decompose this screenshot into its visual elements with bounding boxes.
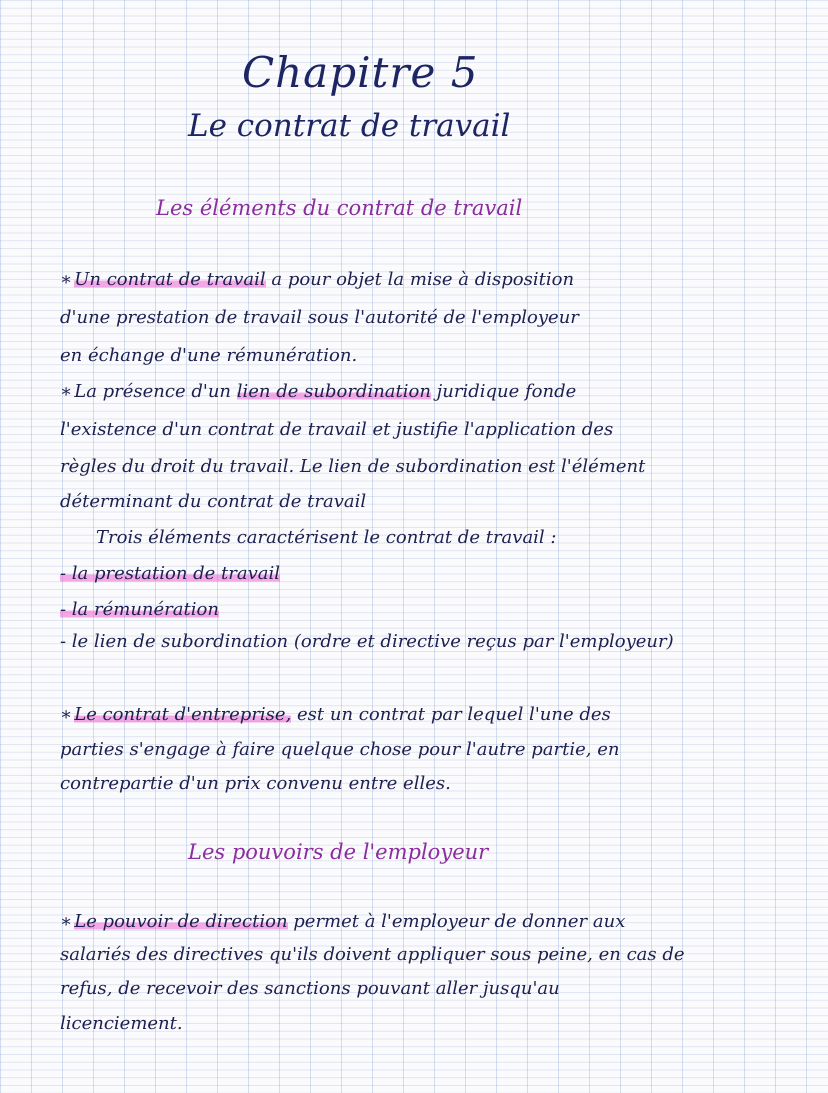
bullet-icon: ∗ [60,381,73,402]
list-item-text: - la prestation de travail [60,563,281,584]
text: juridique fonde [430,381,577,402]
list-item-text: - la rémunération [60,599,219,620]
bullet-icon: ∗ [60,911,73,932]
paragraph-2-line-2: l'existence d'un contrat de travail et justifie l'application des [60,419,614,440]
bullet-icon: ∗ [60,269,73,290]
text: a pour objet la mise à disposition [265,269,575,290]
list-item-text: - le lien de subordination (ordre et directive reçus par l'employeur) [60,631,674,652]
paragraph-5-line-1 [60,910,810,934]
paragraph-2-line-3: règles du droit du travail. Le lien de subordination est l'élément [60,456,646,477]
highlighted-term: Un contrat de travail [74,269,266,290]
highlighted-term: Le contrat d'entreprise, [74,704,292,725]
list-item [60,630,810,654]
section-title-powers: Les pouvoirs de l'employeur [188,840,489,864]
paragraph-4-line-1 [60,703,810,727]
list-item [60,598,810,622]
paragraph-1-line-1 [60,268,810,292]
paragraph-5-line-4: licenciement. [60,1013,183,1034]
paragraph-5-line-3: refus, de recevoir des sanctions pouvant aller jusqu'au [60,978,560,999]
section-title-elements: Les éléments du contrat de travail [156,196,523,220]
list-intro: Trois éléments caractérisent le contrat de travail : [96,527,557,548]
text: permet à l'employeur de donner aux [287,911,626,932]
highlighted-term: Le pouvoir de direction [74,911,288,932]
chapter-subtitle: Le contrat de travail [188,108,511,144]
chapter-title: Chapitre 5 [242,48,479,97]
paragraph-1-line-2: d'une prestation de travail sous l'autorité de l'employeur [60,307,579,328]
paragraph-1-line-3: en échange d'une rémunération. [60,345,358,366]
text: La présence d'un [74,381,237,402]
bullet-icon: ∗ [60,704,73,725]
highlighted-term: lien de subordination [236,381,431,402]
text: est un contrat par lequel l'une des [291,704,611,725]
list-item [60,562,810,586]
paragraph-2-line-1 [60,380,810,404]
paragraph-5-line-2: salariés des directives qu'ils doivent appliquer sous peine, en cas de [60,944,685,965]
paragraph-4-line-3: contrepartie d'un prix convenu entre elles. [60,773,451,794]
paragraph-2-line-4: déterminant du contrat de travail [60,491,367,512]
paragraph-4-line-2: parties s'engage à faire quelque chose pour l'autre partie, en [60,739,620,760]
